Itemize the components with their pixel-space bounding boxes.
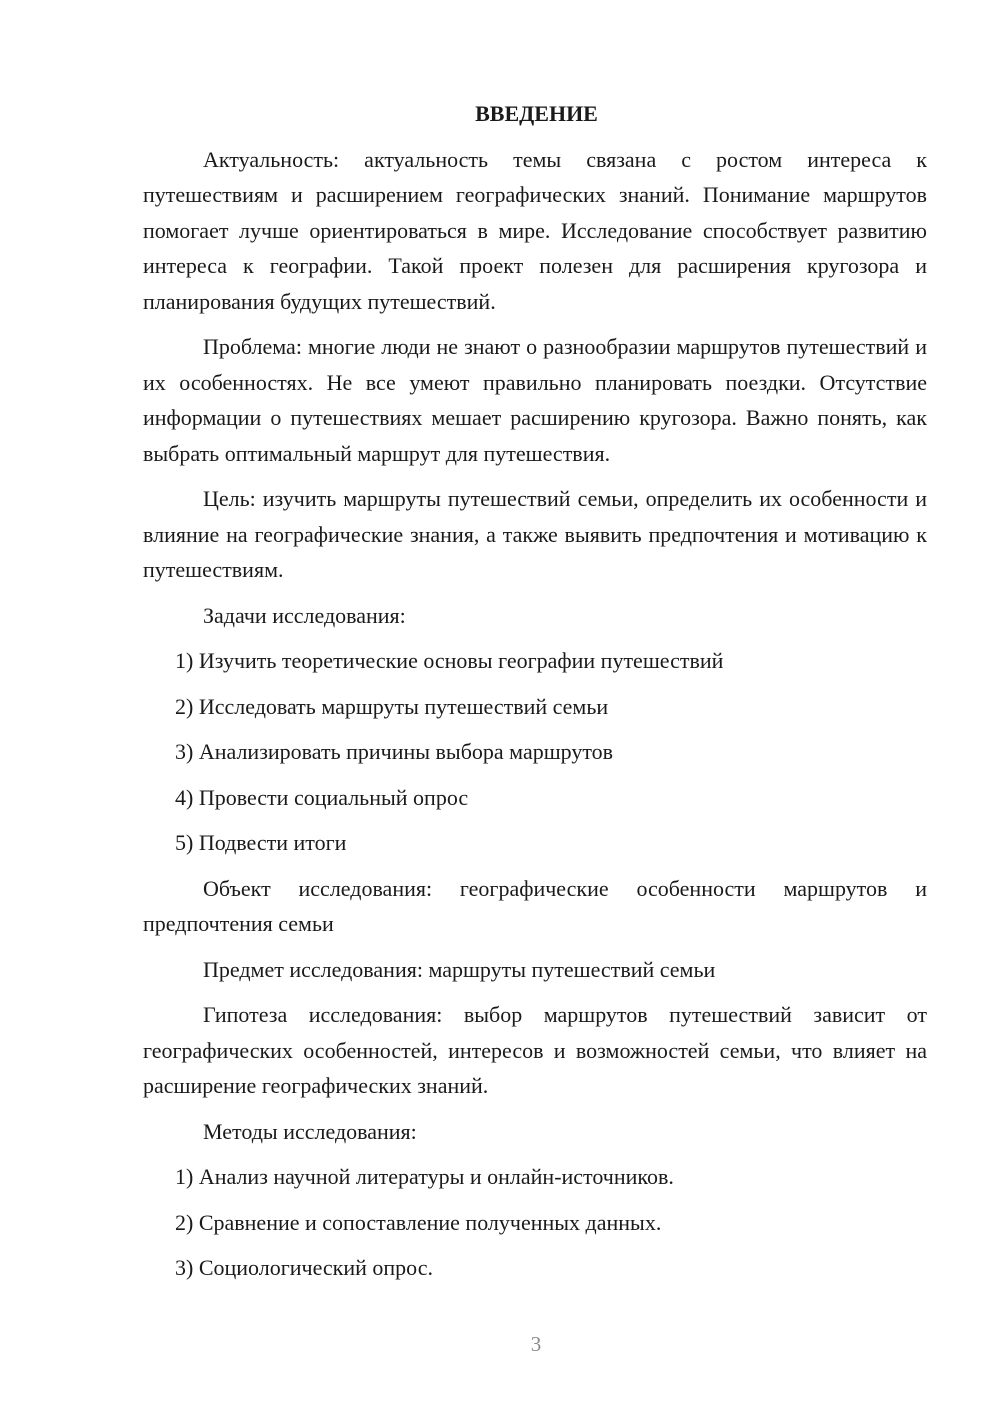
list-item: 4) Провести социальный опрос [175,784,469,810]
list-item: 2) Исследовать маршруты путешествий семьи [175,693,609,719]
page-number: 3 [530,1332,542,1356]
goal-paragraph: Цель: изучить маршруты путешествий семьи, определить их особенности и влияние на географические знания, а также выявить предпочтения и мотивацию к путешествиям. [143,486,927,582]
list-item: 3) Социологический опрос. [175,1255,433,1280]
list-item: 2) Сравнение и сопоставление полученных данных. [175,1209,662,1235]
relevance-paragraph: Актуальность: актуальность темы связана с ростом интереса к путешествиям и расширением географических знаний. Понимание маршрутов помогает лучше ориентироваться в мире. Исследование способствует развитию интереса к географии. Такой проект полезен для расширения кругозора и планирования будущих путешествий. [143,146,927,314]
methods-list [143,1159,927,1286]
tasks-heading: Задачи исследования: [203,602,406,628]
problem-paragraph: Проблема: многие люди не знают о разнообразии маршрутов путешествий и их особенностях. Не все умеют правильно планировать поездки. Отсутствие информации о путешествиях мешает расширению кругозора. Важно понять, как выбрать оптимальный маршрут для путешествия. [143,334,927,466]
document-page [143,96,927,1296]
list-item: 1) Анализ научной литературы и онлайн-источников. [175,1164,674,1189]
subject-paragraph: Предмет исследования: маршруты путешествий семьи [203,956,716,982]
methods-heading: Методы исследования: [203,1118,417,1144]
list-item: 1) Изучить теоретические основы географии путешествий [175,648,724,673]
page-title: ВВЕДЕНИЕ [475,101,598,126]
object-paragraph: Объект исследования: географические особенности маршрутов и предпочтения семьи [143,875,927,936]
hypothesis-paragraph: Гипотеза исследования: выбор маршрутов путешествий зависит от географических особенностей, интересов и возможностей семьи, что влияет на расширение географических знаний. [143,1002,927,1098]
list-item: 3) Анализировать причины выбора маршрутов [175,739,614,764]
tasks-list [143,643,927,861]
list-item: 5) Подвести итоги [175,830,347,855]
